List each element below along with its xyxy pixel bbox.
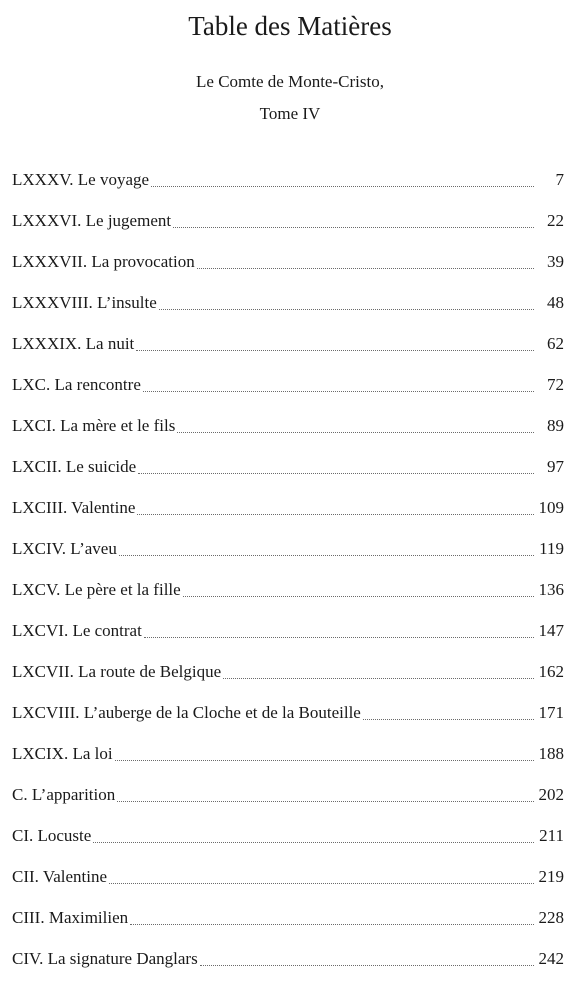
page-title: Table des Matières [188, 11, 392, 41]
dot-leader [177, 432, 534, 433]
page-number: 162 [538, 662, 564, 681]
page-number: 136 [538, 580, 564, 599]
page-number: 62 [547, 334, 564, 353]
book-title: Le Comte de Monte-Cristo, [196, 72, 384, 91]
dot-leader [363, 719, 534, 720]
page-number: 119 [539, 539, 564, 558]
chapter-title: LXCVIII. L’auberge de la Cloche et de la Bouteille [12, 703, 361, 722]
toc-entry[interactable] [12, 890, 564, 931]
chapter-title: C. L’apparition [12, 785, 116, 804]
chapter-title: LXXXV. Le voyage [12, 170, 150, 189]
chapter-title: LXCV. Le père et la fille [12, 580, 181, 599]
dot-leader [109, 883, 534, 884]
page-number: 228 [538, 908, 564, 927]
toc-entry[interactable] [12, 767, 564, 808]
toc-entry[interactable] [12, 480, 564, 521]
toc-entry[interactable] [12, 166, 564, 193]
page-number: 89 [547, 416, 564, 435]
dot-leader [144, 637, 534, 638]
page-number: 188 [538, 744, 564, 763]
dot-leader [151, 186, 534, 187]
toc-entry[interactable] [12, 808, 564, 849]
chapter-title: LXXXVII. La provocation [12, 252, 195, 271]
dot-leader [223, 678, 534, 679]
page-number: 22 [547, 211, 564, 230]
toc-entry[interactable] [12, 398, 564, 439]
dot-leader [200, 965, 534, 966]
toc-entry[interactable] [12, 849, 564, 890]
chapter-title: LXXXVI. Le jugement [12, 211, 172, 230]
chapter-title: LXCIX. La loi [12, 744, 113, 763]
dot-leader [93, 842, 534, 843]
chapter-title: LXXXVIII. L’insulte [12, 293, 157, 312]
chapter-title: CIV. La signature Danglars [12, 949, 198, 968]
chapter-title: LXCIII. Valentine [12, 498, 136, 517]
dot-leader [137, 514, 534, 515]
dot-leader [130, 924, 534, 925]
page-number: 39 [547, 252, 564, 271]
toc-entry[interactable] [12, 521, 564, 562]
toc-entry[interactable] [12, 726, 564, 767]
dot-leader [173, 227, 534, 228]
toc-entry[interactable] [12, 439, 564, 480]
chapter-title: LXCII. Le suicide [12, 457, 137, 476]
page-number: 72 [547, 375, 564, 394]
dot-leader [119, 555, 534, 556]
dot-leader [159, 309, 534, 310]
page-number: 109 [538, 498, 564, 517]
chapter-title: LXCI. La mère et le fils [12, 416, 176, 435]
page-number: 171 [538, 703, 564, 722]
page-number: 147 [538, 621, 564, 640]
dot-leader [138, 473, 534, 474]
page-number: 48 [547, 293, 564, 312]
chapter-title: LXCVII. La route de Belgique [12, 662, 222, 681]
toc-entry[interactable] [12, 685, 564, 726]
chapter-title: LXXXIX. La nuit [12, 334, 135, 353]
volume-label: Tome IV [259, 104, 321, 123]
toc-entry[interactable] [12, 644, 564, 685]
dot-leader [115, 760, 534, 761]
table-of-contents [12, 166, 564, 972]
page-number: 211 [539, 826, 564, 845]
page-number: 7 [555, 170, 564, 189]
chapter-title: LXCIV. L’aveu [12, 539, 117, 558]
page-number: 242 [538, 949, 564, 968]
toc-entry[interactable] [12, 275, 564, 316]
chapter-title: CIII. Maximilien [12, 908, 129, 927]
toc-entry[interactable] [12, 562, 564, 603]
toc-entry[interactable] [12, 193, 564, 234]
page-number: 97 [547, 457, 564, 476]
dot-leader [136, 350, 534, 351]
dot-leader [183, 596, 534, 597]
toc-entry[interactable] [12, 603, 564, 644]
dot-leader [117, 801, 534, 802]
page-number: 219 [538, 867, 564, 886]
chapter-title: LXC. La rencontre [12, 375, 141, 394]
toc-entry[interactable] [12, 931, 564, 972]
page-number: 202 [538, 785, 564, 804]
toc-entry[interactable] [12, 316, 564, 357]
chapter-title: CI. Locuste [12, 826, 92, 845]
dot-leader [143, 391, 534, 392]
toc-entry[interactable] [12, 234, 564, 275]
dot-leader [197, 268, 534, 269]
chapter-title: CII. Valentine [12, 867, 108, 886]
toc-entry[interactable] [12, 357, 564, 398]
chapter-title: LXCVI. Le contrat [12, 621, 142, 640]
